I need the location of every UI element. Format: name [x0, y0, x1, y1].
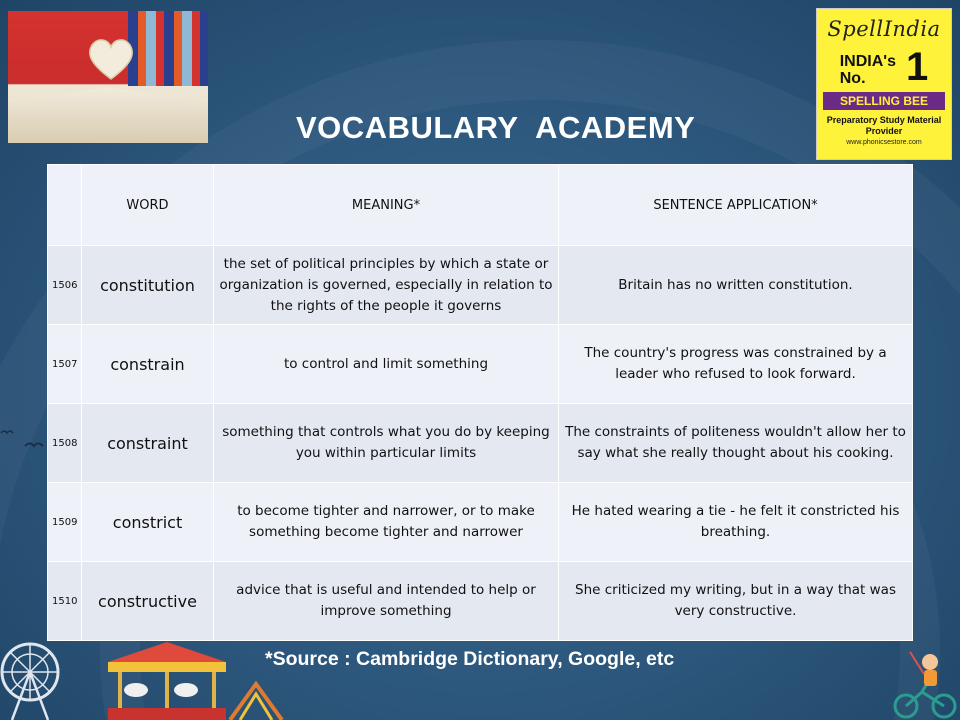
- row-number: 1508: [48, 404, 82, 483]
- logo-rank-number: 1: [906, 45, 929, 89]
- header-sentence: SENTENCE APPLICATION*: [559, 165, 913, 246]
- kid-bicycle-icon: [890, 648, 960, 720]
- table-row: [48, 404, 913, 483]
- row-number: 1510: [48, 562, 82, 641]
- header-word: WORD: [82, 165, 214, 246]
- table-row: [48, 483, 913, 562]
- row-sentence: The country's progress was constrained by a leader who refused to look forward.: [559, 325, 913, 404]
- swing-ride-icon: [226, 680, 286, 720]
- row-meaning: something that controls what you do by keeping you within particular limits: [214, 404, 559, 483]
- logo-url: www.phonicsestore.com: [846, 139, 922, 146]
- bird-icon: [24, 440, 44, 452]
- row-meaning: advice that is useful and intended to help or improve something: [214, 562, 559, 641]
- page-title: VOCABULARY ACADEMY: [296, 110, 696, 145]
- book-heart-image: [8, 11, 208, 143]
- row-meaning: to become tighter and narrower, or to make something become tighter and narrower: [214, 483, 559, 562]
- ferris-wheel-icon: [0, 636, 70, 720]
- logo-rank-line1: INDIA's: [839, 53, 896, 70]
- row-number: 1507: [48, 325, 82, 404]
- row-meaning: to control and limit something: [214, 325, 559, 404]
- logo-banner: SPELLING BEE: [823, 92, 945, 110]
- vocabulary-table: [47, 164, 913, 641]
- row-meaning: the set of political principles by which a state or organization is governed, especially in relation to the rights of the people it governs: [214, 246, 559, 325]
- spellindia-logo: [816, 8, 952, 160]
- table-row: [48, 246, 913, 325]
- row-word: constraint: [82, 404, 214, 483]
- table-header-row: [48, 165, 913, 246]
- bird-icon-small: [0, 428, 14, 438]
- row-sentence: He hated wearing a tie - he felt it constricted his breathing.: [559, 483, 913, 562]
- logo-rank: [817, 45, 951, 87]
- row-word: constitution: [82, 246, 214, 325]
- row-number: 1509: [48, 483, 82, 562]
- source-note: *Source : Cambridge Dictionary, Google, etc: [265, 648, 675, 670]
- row-sentence: The constraints of politeness wouldn't allow her to say what she really thought about his cooking.: [559, 404, 913, 483]
- logo-rank-line2: No.: [839, 70, 866, 87]
- row-sentence: Britain has no written constitution.: [559, 246, 913, 325]
- row-sentence: She criticized my writing, but in a way that was very constructive.: [559, 562, 913, 641]
- carousel-icon: [104, 640, 230, 720]
- logo-brand: SpellIndia: [827, 17, 941, 41]
- row-word: constructive: [82, 562, 214, 641]
- logo-tagline: Preparatory Study Material Provider: [826, 115, 942, 136]
- row-word: constrain: [82, 325, 214, 404]
- table-row: [48, 325, 913, 404]
- table-row: [48, 562, 913, 641]
- row-number: 1506: [48, 246, 82, 325]
- book-spines: [128, 11, 208, 86]
- header-number: [48, 165, 82, 246]
- book-pages: [8, 81, 208, 143]
- row-word: constrict: [82, 483, 214, 562]
- header-meaning: MEANING*: [214, 165, 559, 246]
- heart-icon: [86, 37, 136, 81]
